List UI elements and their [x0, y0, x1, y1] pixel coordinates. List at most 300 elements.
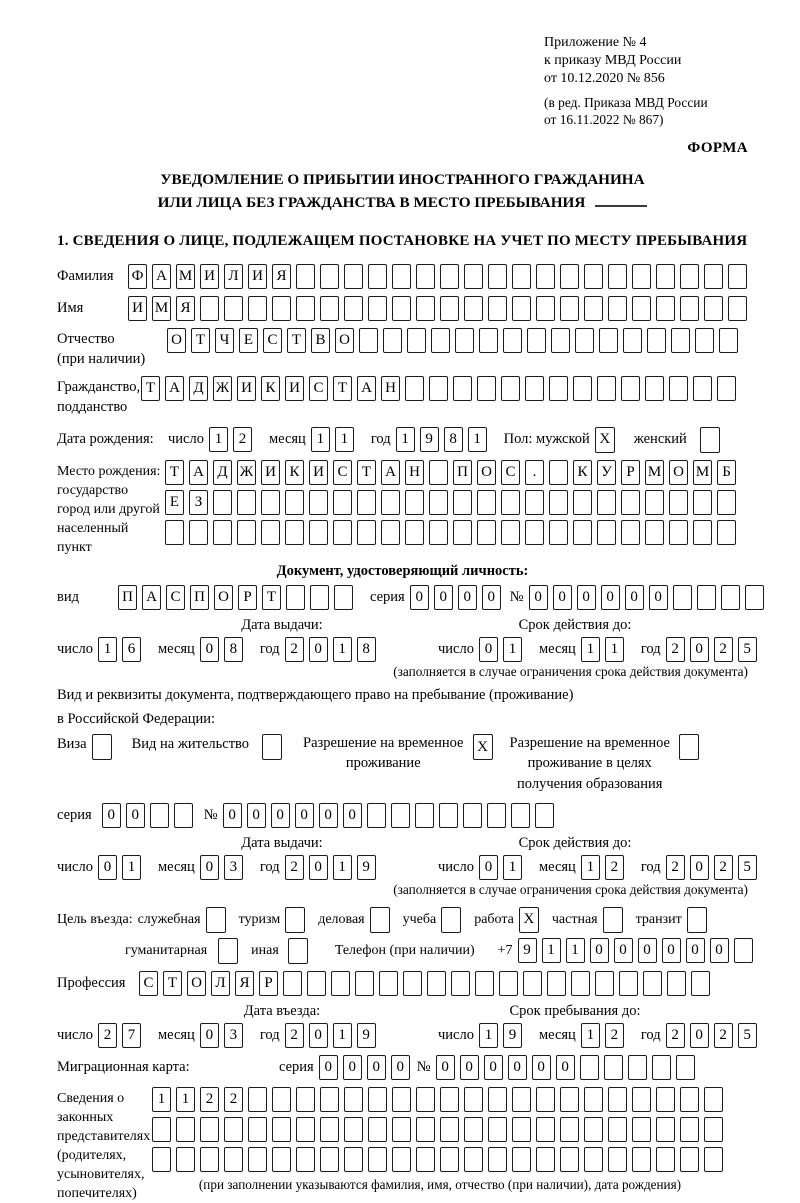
char-cell[interactable] [549, 376, 568, 401]
char-cell[interactable]: В [311, 328, 330, 353]
char-cell[interactable] [501, 520, 520, 545]
char-cell[interactable]: Н [405, 460, 424, 485]
char-cell[interactable]: А [189, 460, 208, 485]
char-cell[interactable]: 2 [285, 637, 304, 662]
char-cell[interactable]: 0 [649, 585, 668, 610]
char-cell[interactable]: С [166, 585, 185, 610]
char-cell[interactable]: 1 [581, 637, 600, 662]
char-cell[interactable]: 1 [581, 1023, 600, 1048]
char-cell[interactable]: 0 [479, 855, 498, 880]
char-cell[interactable] [512, 264, 531, 289]
char-cell[interactable]: О [669, 460, 688, 485]
char-cell[interactable]: 2 [285, 1023, 304, 1048]
char-cell[interactable]: 0 [295, 803, 314, 828]
char-cell[interactable]: 1 [503, 855, 522, 880]
char-cell[interactable] [464, 264, 483, 289]
char-cell[interactable] [501, 490, 520, 515]
char-cell[interactable] [623, 328, 642, 353]
char-cell[interactable]: 0 [614, 938, 633, 963]
char-cell[interactable] [307, 971, 326, 996]
char-cell[interactable]: Н [381, 376, 400, 401]
char-cell[interactable]: М [152, 296, 171, 321]
char-cell[interactable]: 0 [309, 1023, 328, 1048]
char-cell[interactable] [405, 520, 424, 545]
char-cell[interactable]: К [285, 460, 304, 485]
char-cell[interactable]: 0 [686, 938, 705, 963]
char-cell[interactable] [695, 328, 714, 353]
char-cell[interactable]: 0 [577, 585, 596, 610]
char-cell[interactable]: 3 [224, 1023, 243, 1048]
char-cell[interactable]: 0 [434, 585, 453, 610]
char-cell[interactable]: Т [163, 971, 182, 996]
char-cell[interactable] [392, 264, 411, 289]
char-cell[interactable] [152, 1117, 171, 1142]
char-cell[interactable] [734, 938, 753, 963]
char-cell[interactable] [357, 490, 376, 515]
char-cell[interactable]: 0 [690, 1023, 709, 1048]
char-cell[interactable] [652, 1055, 671, 1080]
char-cell[interactable]: 1 [468, 427, 487, 452]
char-cell[interactable]: Т [191, 328, 210, 353]
char-cell[interactable] [415, 803, 434, 828]
char-cell[interactable]: 2 [98, 1023, 117, 1048]
char-cell[interactable] [200, 1147, 219, 1172]
char-cell[interactable] [488, 1087, 507, 1112]
char-cell[interactable]: 5 [738, 1023, 757, 1048]
char-cell[interactable] [334, 585, 353, 610]
char-cell[interactable] [597, 376, 616, 401]
char-cell[interactable] [213, 520, 232, 545]
char-cell[interactable]: 1 [566, 938, 585, 963]
char-cell[interactable] [704, 264, 723, 289]
char-cell[interactable]: 2 [666, 855, 685, 880]
char-cell[interactable] [427, 971, 446, 996]
char-cell[interactable]: 9 [357, 855, 376, 880]
char-cell[interactable]: 0 [601, 585, 620, 610]
char-cell[interactable]: О [214, 585, 233, 610]
char-cell[interactable] [645, 376, 664, 401]
char-cell[interactable] [608, 1117, 627, 1142]
char-cell[interactable] [189, 520, 208, 545]
char-cell[interactable] [463, 803, 482, 828]
char-cell[interactable] [331, 971, 350, 996]
char-cell[interactable] [719, 328, 738, 353]
char-cell[interactable]: 0 [529, 585, 548, 610]
char-cell[interactable] [285, 520, 304, 545]
char-cell[interactable] [560, 1087, 579, 1112]
char-cell[interactable]: И [128, 296, 147, 321]
char-cell[interactable] [475, 971, 494, 996]
char-cell[interactable]: К [261, 376, 280, 401]
char-cell[interactable]: 2 [714, 855, 733, 880]
char-cell[interactable] [464, 1087, 483, 1112]
char-cell[interactable]: 0 [532, 1055, 551, 1080]
char-cell[interactable]: Ф [128, 264, 147, 289]
char-cell[interactable] [728, 264, 747, 289]
char-cell[interactable]: М [645, 460, 664, 485]
char-cell[interactable]: А [142, 585, 161, 610]
char-cell[interactable] [261, 490, 280, 515]
char-cell[interactable]: И [309, 460, 328, 485]
char-cell[interactable] [621, 490, 640, 515]
char-cell[interactable] [599, 328, 618, 353]
char-cell[interactable] [368, 296, 387, 321]
char-cell[interactable]: Р [238, 585, 257, 610]
char-cell[interactable]: 1 [605, 637, 624, 662]
char-cell[interactable] [536, 1147, 555, 1172]
char-cell[interactable] [499, 971, 518, 996]
char-cell[interactable] [440, 1147, 459, 1172]
char-cell[interactable]: Ж [213, 376, 232, 401]
char-cell[interactable]: У [597, 460, 616, 485]
char-cell[interactable]: 1 [503, 637, 522, 662]
char-cell[interactable] [283, 971, 302, 996]
char-cell[interactable] [512, 1117, 531, 1142]
char-cell[interactable]: С [139, 971, 158, 996]
char-cell[interactable] [584, 1087, 603, 1112]
char-cell[interactable]: 0 [484, 1055, 503, 1080]
char-cell[interactable] [584, 1147, 603, 1172]
char-cell[interactable] [608, 264, 627, 289]
char-cell[interactable] [479, 328, 498, 353]
char-cell[interactable] [645, 490, 664, 515]
char-cell[interactable] [573, 520, 592, 545]
char-cell[interactable] [262, 734, 282, 760]
char-cell[interactable]: 1 [209, 427, 228, 452]
char-cell[interactable]: 2 [714, 637, 733, 662]
char-cell[interactable]: 0 [460, 1055, 479, 1080]
char-cell[interactable]: Б [717, 460, 736, 485]
char-cell[interactable]: 2 [605, 1023, 624, 1048]
char-cell[interactable]: А [165, 376, 184, 401]
char-cell[interactable]: 9 [518, 938, 537, 963]
char-cell[interactable] [403, 971, 422, 996]
char-cell[interactable]: Л [224, 264, 243, 289]
char-cell[interactable] [525, 490, 544, 515]
char-cell[interactable]: Т [333, 376, 352, 401]
char-cell[interactable] [285, 907, 305, 933]
char-cell[interactable]: Д [189, 376, 208, 401]
char-cell[interactable] [580, 1055, 599, 1080]
char-cell[interactable] [645, 520, 664, 545]
char-cell[interactable] [680, 264, 699, 289]
char-cell[interactable]: 0 [343, 803, 362, 828]
char-cell[interactable] [440, 1117, 459, 1142]
char-cell[interactable] [344, 264, 363, 289]
char-cell[interactable]: А [381, 460, 400, 485]
char-cell[interactable] [429, 520, 448, 545]
char-cell[interactable]: Л [211, 971, 230, 996]
char-cell[interactable] [200, 1117, 219, 1142]
char-cell[interactable] [632, 1147, 651, 1172]
char-cell[interactable] [584, 296, 603, 321]
char-cell[interactable]: 0 [482, 585, 501, 610]
char-cell[interactable] [551, 328, 570, 353]
char-cell[interactable]: 0 [690, 637, 709, 662]
char-cell[interactable]: 0 [247, 803, 266, 828]
char-cell[interactable] [632, 296, 651, 321]
char-cell[interactable] [272, 1087, 291, 1112]
char-cell[interactable] [656, 1087, 675, 1112]
char-cell[interactable] [320, 1147, 339, 1172]
char-cell[interactable]: X [595, 427, 615, 453]
char-cell[interactable] [344, 1087, 363, 1112]
char-cell[interactable]: Р [621, 460, 640, 485]
char-cell[interactable] [368, 264, 387, 289]
char-cell[interactable] [687, 907, 707, 933]
char-cell[interactable]: П [118, 585, 137, 610]
char-cell[interactable]: 1 [152, 1087, 171, 1112]
char-cell[interactable]: 0 [391, 1055, 410, 1080]
char-cell[interactable] [525, 520, 544, 545]
char-cell[interactable] [704, 1117, 723, 1142]
char-cell[interactable]: 0 [508, 1055, 527, 1080]
char-cell[interactable] [536, 1117, 555, 1142]
char-cell[interactable]: 7 [122, 1023, 141, 1048]
char-cell[interactable] [669, 376, 688, 401]
char-cell[interactable] [511, 803, 530, 828]
char-cell[interactable] [680, 1117, 699, 1142]
char-cell[interactable]: 1 [335, 427, 354, 452]
char-cell[interactable] [667, 971, 686, 996]
char-cell[interactable] [632, 1087, 651, 1112]
char-cell[interactable]: . [525, 460, 544, 485]
char-cell[interactable]: 1 [176, 1087, 195, 1112]
char-cell[interactable]: Т [357, 460, 376, 485]
char-cell[interactable]: 9 [420, 427, 439, 452]
char-cell[interactable]: 1 [581, 855, 600, 880]
char-cell[interactable] [584, 264, 603, 289]
char-cell[interactable]: 1 [333, 637, 352, 662]
char-cell[interactable]: З [189, 490, 208, 515]
char-cell[interactable] [176, 1117, 195, 1142]
char-cell[interactable] [453, 520, 472, 545]
char-cell[interactable]: И [285, 376, 304, 401]
char-cell[interactable] [560, 264, 579, 289]
char-cell[interactable] [391, 803, 410, 828]
char-cell[interactable]: 0 [309, 855, 328, 880]
char-cell[interactable] [745, 585, 764, 610]
char-cell[interactable] [676, 1055, 695, 1080]
char-cell[interactable] [680, 1087, 699, 1112]
char-cell[interactable] [673, 585, 692, 610]
char-cell[interactable]: О [167, 328, 186, 353]
char-cell[interactable] [333, 490, 352, 515]
char-cell[interactable] [309, 520, 328, 545]
char-cell[interactable]: 0 [271, 803, 290, 828]
char-cell[interactable] [453, 490, 472, 515]
char-cell[interactable]: Е [239, 328, 258, 353]
char-cell[interactable] [488, 1117, 507, 1142]
char-cell[interactable] [368, 1147, 387, 1172]
char-cell[interactable] [416, 1117, 435, 1142]
char-cell[interactable]: 0 [590, 938, 609, 963]
char-cell[interactable] [608, 296, 627, 321]
char-cell[interactable]: 0 [410, 585, 429, 610]
char-cell[interactable] [536, 1087, 555, 1112]
char-cell[interactable] [560, 1147, 579, 1172]
char-cell[interactable] [488, 296, 507, 321]
char-cell[interactable] [571, 971, 590, 996]
char-cell[interactable]: О [335, 328, 354, 353]
char-cell[interactable] [604, 1055, 623, 1080]
char-cell[interactable]: 1 [98, 637, 117, 662]
char-cell[interactable]: 0 [662, 938, 681, 963]
char-cell[interactable] [379, 971, 398, 996]
char-cell[interactable] [671, 328, 690, 353]
char-cell[interactable] [392, 1117, 411, 1142]
char-cell[interactable]: Я [272, 264, 291, 289]
char-cell[interactable] [429, 376, 448, 401]
char-cell[interactable] [549, 490, 568, 515]
char-cell[interactable] [320, 264, 339, 289]
char-cell[interactable] [248, 1087, 267, 1112]
char-cell[interactable] [721, 585, 740, 610]
char-cell[interactable]: 6 [122, 637, 141, 662]
char-cell[interactable] [367, 803, 386, 828]
char-cell[interactable]: 0 [553, 585, 572, 610]
char-cell[interactable]: 2 [224, 1087, 243, 1112]
char-cell[interactable]: 2 [233, 427, 252, 452]
char-cell[interactable] [174, 803, 193, 828]
char-cell[interactable] [165, 520, 184, 545]
char-cell[interactable] [680, 296, 699, 321]
char-cell[interactable] [218, 938, 238, 964]
char-cell[interactable]: 2 [200, 1087, 219, 1112]
char-cell[interactable] [549, 520, 568, 545]
char-cell[interactable] [549, 460, 568, 485]
char-cell[interactable]: 0 [319, 1055, 338, 1080]
char-cell[interactable] [693, 520, 712, 545]
char-cell[interactable] [619, 971, 638, 996]
char-cell[interactable]: 0 [625, 585, 644, 610]
char-cell[interactable] [416, 296, 435, 321]
char-cell[interactable]: 8 [444, 427, 463, 452]
char-cell[interactable] [464, 1147, 483, 1172]
char-cell[interactable] [286, 585, 305, 610]
char-cell[interactable] [704, 1147, 723, 1172]
char-cell[interactable] [525, 376, 544, 401]
char-cell[interactable] [512, 1087, 531, 1112]
char-cell[interactable] [488, 264, 507, 289]
char-cell[interactable] [224, 1117, 243, 1142]
char-cell[interactable]: X [473, 734, 493, 760]
char-cell[interactable]: С [501, 460, 520, 485]
char-cell[interactable] [296, 1087, 315, 1112]
char-cell[interactable] [200, 296, 219, 321]
char-cell[interactable]: 0 [200, 1023, 219, 1048]
char-cell[interactable]: Я [235, 971, 254, 996]
char-cell[interactable]: Т [165, 460, 184, 485]
char-cell[interactable] [597, 520, 616, 545]
char-cell[interactable] [597, 490, 616, 515]
char-cell[interactable] [717, 490, 736, 515]
char-cell[interactable]: 1 [311, 427, 330, 452]
char-cell[interactable]: 0 [319, 803, 338, 828]
char-cell[interactable] [320, 1117, 339, 1142]
char-cell[interactable] [237, 520, 256, 545]
char-cell[interactable]: Ч [215, 328, 234, 353]
char-cell[interactable]: 2 [666, 1023, 685, 1048]
char-cell[interactable] [381, 520, 400, 545]
char-cell[interactable] [477, 490, 496, 515]
char-cell[interactable] [405, 376, 424, 401]
char-cell[interactable] [440, 1087, 459, 1112]
char-cell[interactable]: П [453, 460, 472, 485]
char-cell[interactable]: Т [287, 328, 306, 353]
char-cell[interactable] [224, 296, 243, 321]
char-cell[interactable]: 0 [102, 803, 121, 828]
char-cell[interactable] [344, 296, 363, 321]
char-cell[interactable]: 2 [714, 1023, 733, 1048]
char-cell[interactable] [704, 1087, 723, 1112]
char-cell[interactable] [595, 971, 614, 996]
char-cell[interactable]: М [693, 460, 712, 485]
char-cell[interactable] [355, 971, 374, 996]
char-cell[interactable]: 1 [333, 855, 352, 880]
char-cell[interactable] [368, 1087, 387, 1112]
char-cell[interactable] [464, 1117, 483, 1142]
char-cell[interactable]: И [248, 264, 267, 289]
char-cell[interactable] [501, 376, 520, 401]
char-cell[interactable] [621, 376, 640, 401]
char-cell[interactable] [647, 328, 666, 353]
char-cell[interactable]: 0 [223, 803, 242, 828]
char-cell[interactable] [728, 296, 747, 321]
char-cell[interactable] [536, 264, 555, 289]
char-cell[interactable]: 0 [200, 855, 219, 880]
char-cell[interactable] [288, 938, 308, 964]
char-cell[interactable] [272, 296, 291, 321]
char-cell[interactable] [416, 1087, 435, 1112]
char-cell[interactable] [455, 328, 474, 353]
char-cell[interactable] [584, 1117, 603, 1142]
char-cell[interactable]: 9 [503, 1023, 522, 1048]
char-cell[interactable] [503, 328, 522, 353]
char-cell[interactable] [405, 490, 424, 515]
char-cell[interactable] [440, 264, 459, 289]
char-cell[interactable] [632, 1117, 651, 1142]
char-cell[interactable] [536, 296, 555, 321]
char-cell[interactable]: 2 [605, 855, 624, 880]
char-cell[interactable]: П [190, 585, 209, 610]
char-cell[interactable] [416, 264, 435, 289]
char-cell[interactable] [320, 296, 339, 321]
char-cell[interactable] [669, 520, 688, 545]
char-cell[interactable] [416, 1147, 435, 1172]
char-cell[interactable]: 0 [98, 855, 117, 880]
char-cell[interactable] [92, 734, 112, 760]
char-cell[interactable] [643, 971, 662, 996]
char-cell[interactable]: Р [259, 971, 278, 996]
char-cell[interactable]: 8 [224, 637, 243, 662]
char-cell[interactable] [693, 376, 712, 401]
char-cell[interactable] [717, 376, 736, 401]
char-cell[interactable] [224, 1147, 243, 1172]
char-cell[interactable] [392, 1147, 411, 1172]
char-cell[interactable] [440, 296, 459, 321]
char-cell[interactable]: О [477, 460, 496, 485]
char-cell[interactable] [429, 490, 448, 515]
char-cell[interactable] [381, 490, 400, 515]
char-cell[interactable] [573, 490, 592, 515]
char-cell[interactable] [575, 328, 594, 353]
char-cell[interactable]: 9 [357, 1023, 376, 1048]
char-cell[interactable] [261, 520, 280, 545]
char-cell[interactable]: А [357, 376, 376, 401]
char-cell[interactable] [383, 328, 402, 353]
char-cell[interactable] [560, 296, 579, 321]
